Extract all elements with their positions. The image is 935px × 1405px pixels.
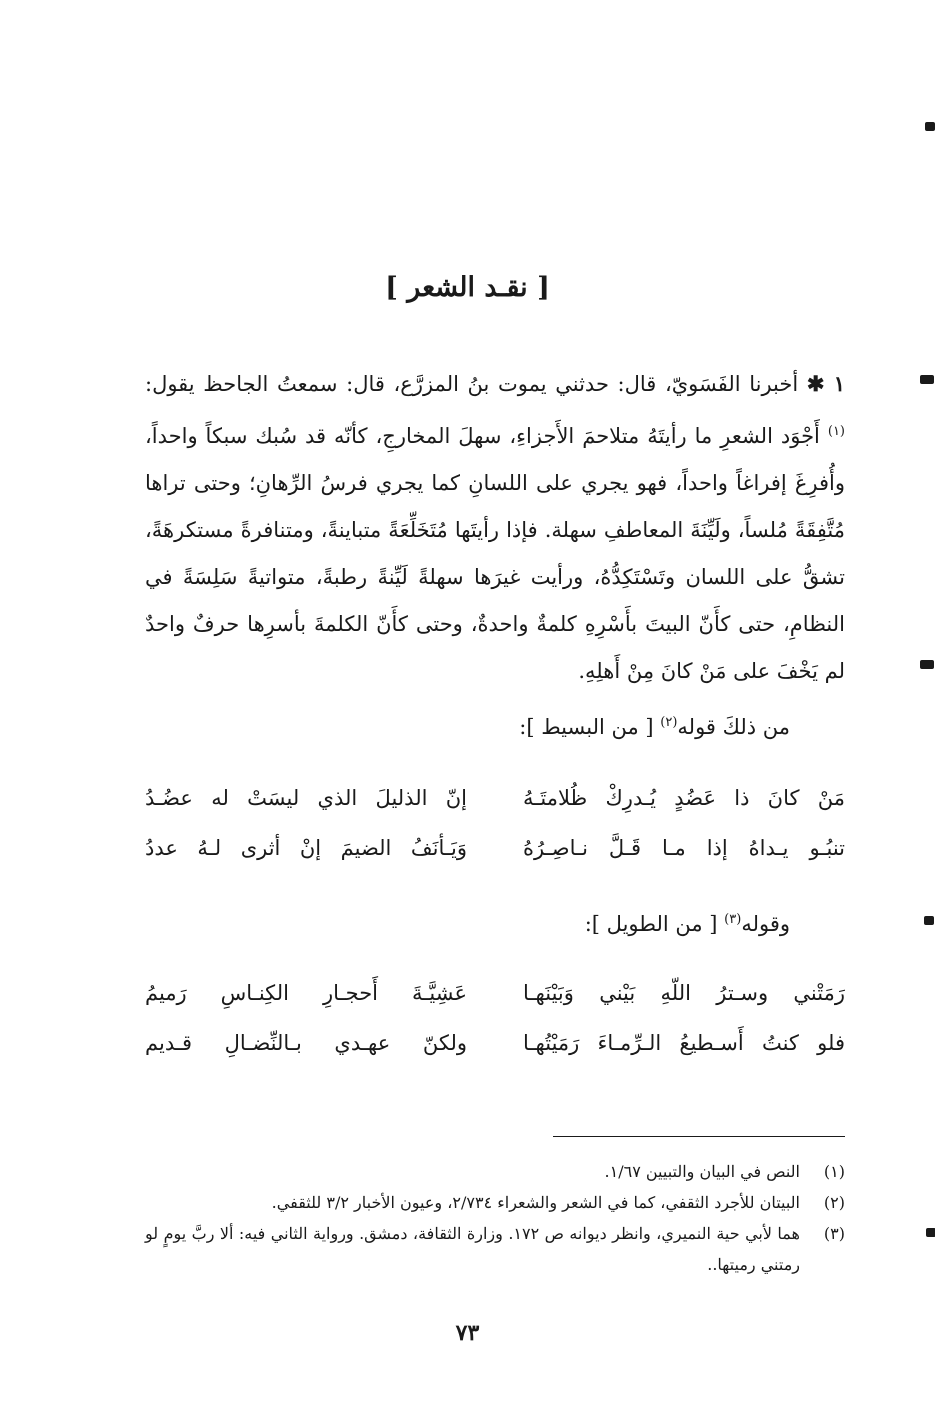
footnote-ref-3: (٣) [724, 912, 742, 927]
entry-paragraph [145, 360, 845, 695]
footnote-text: النص في البيان والتبيين ١/٦٧. [604, 1162, 800, 1181]
footnote-divider [553, 1136, 845, 1137]
footnote-ref-2: (٢) [660, 715, 678, 730]
verse-line [145, 833, 845, 863]
verse-hemistich-left: وَيَـأنَفُ الضيمَ إنْ أثرى لـهُ عددُ [145, 836, 467, 860]
verse-hemistich-right: تنبُـو يـداهُ إذا مـا قَـلَّ نـاصِـرُهُ [523, 836, 845, 860]
footnote-ref-1: (١) [827, 424, 845, 439]
footnote [145, 1187, 845, 1218]
footnote-text: هما لأبي حية النميري، وانظر ديوانه ص ١٧٢. وزارة الثقافة، دمشق. ورواية الثاني فيه: ألا ربَّ يومٍ لو رمتني رميتها.. [145, 1224, 800, 1274]
margin-mark [920, 375, 934, 384]
section-title: [ نقـد الشعر ] [385, 272, 550, 303]
verse-line [145, 978, 845, 1008]
verse-hemistich-right: فلو كنتُ أَسـطيعُ الـرِّمـاءَ رَمَيْتُهـا [523, 1031, 845, 1055]
prose-text: أخبرنا الفَسَويّ، قال: حدثني يموت بنُ المزرَّع، قال: سمعتُ الجاحظ يقول: [145, 372, 807, 396]
verse-hemistich-right: مَنْ كانَ ذا عَضُدٍ يُـدرِكْ ظُلامتَـهُ [523, 786, 845, 810]
verse-hemistich-right: رَمَتْني وسـترُ اللّهِ بَيْني وَبَيْنَهـا [523, 981, 845, 1005]
prose-text: أَجْوَد الشعرِ ما رأيتَهُ متلاحمَ الأَجزاءِ، سهلَ المخارجِ، كأنّه قد سُبك سبكاً واحداً، وأُفرِغَ إفراغاً واحداً، فهو يجري على اللسانِ كما يجري فرسُ الرِّهانِ؛ وحتى تراها مُتَّفِقَةً مُلساً، ولَيِّنَةَ المعاطفِ سهلة. فإذا رأيتَها مُتَخَلِّعَةً متباينةً، ومتنافرةً مستكرهَةً، تشقُّ على اللسان وتَسْتَكِدُّهُ، ورأيت غيرَها سهلةً لَيِّنةً رطبةً، متواتيةً سَلِسَةً في النظامِ، حتى كأَنّ البيتَ بأَسْرِهِ كلمةٌ واحدةٌ، وحتى كأَنّ الكلمةَ بأسرِها حرفٌ واحدٌ لم يَخْفَ على مَنْ كانَ مِنْ أَهلِهِ. [145, 424, 845, 683]
verse-hemistich-left: عَشِيَّـةَ أَحجـارِ الكِنـاسِ رَميمُ [145, 981, 467, 1005]
footnote-number: (١) [823, 1162, 845, 1181]
verse-line [145, 1028, 845, 1058]
verse-hemistich-left: إنّ الذليلَ الذي ليسَتْ له عضُـدُ [145, 786, 467, 810]
verse-hemistich-left: ولكنّ عهـدي بـالنِّضـالِ قـديم [145, 1031, 467, 1055]
footnote-number: (٣) [823, 1224, 845, 1243]
entry-number: ١ ✱ [806, 371, 845, 396]
margin-mark [925, 122, 935, 131]
verse-intro-2: وقوله$^{(٣)}$ [ من الطويل ]: [584, 912, 790, 936]
footnote [145, 1218, 845, 1280]
page-number: ٧٣ [455, 1320, 480, 1346]
margin-mark [920, 660, 934, 669]
margin-mark [926, 1228, 935, 1237]
verse-intro-1: من ذلكَ قوله$^{(٢)}$ [ من البسيط ]: [519, 715, 790, 739]
verse-line [145, 783, 845, 813]
footnote-text: البيتان للأجرد الثقفي، كما في الشعر والشعراء ٢/٧٣٤، وعيون الأخبار ٣/٢ للثقفي. [271, 1193, 800, 1212]
footnote [145, 1156, 845, 1187]
footnote-number: (٢) [823, 1193, 845, 1212]
footnotes [145, 1156, 845, 1280]
margin-mark [924, 916, 934, 925]
